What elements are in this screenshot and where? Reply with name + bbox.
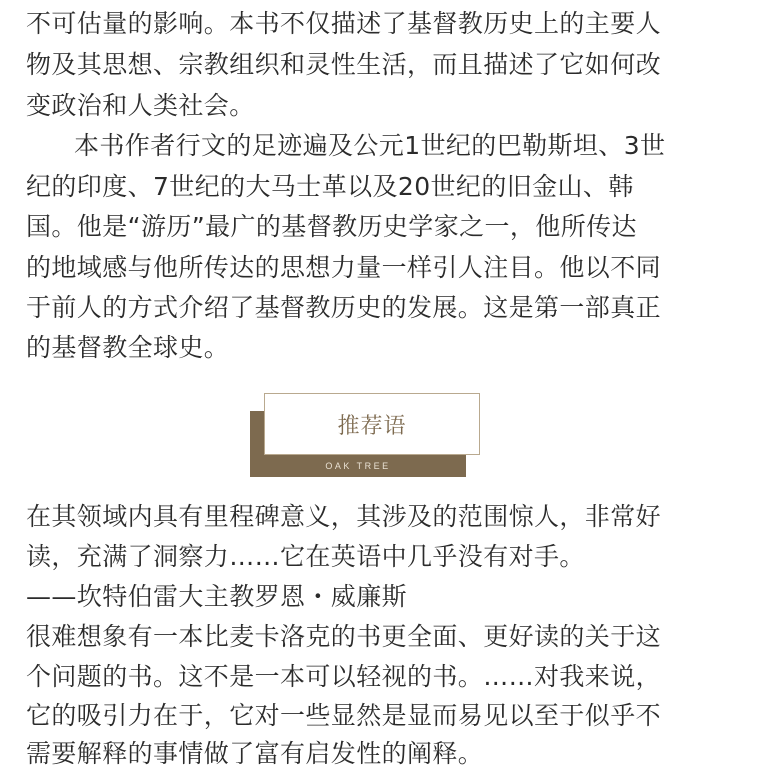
text-line: 国。他是“游历”最广的基督教历史学家之一，他所传达 <box>26 212 637 241</box>
text-line: 很难想象有一本比麦卡洛克的书更全面、更好读的关于这 <box>26 622 662 651</box>
text-line: 的基督教全球史。 <box>26 333 230 362</box>
text-line: 纪的印度、7世纪的大马士革以及20世纪的旧金山、韩 <box>26 172 634 201</box>
text-line: 本书作者行文的足迹遍及公元1世纪的巴勒斯坦、3世 <box>74 131 666 160</box>
section-heading-badge <box>250 393 482 477</box>
section-heading-subtitle: OAK TREE <box>325 461 391 471</box>
text-line: 在其领域内具有里程碑意义，其涉及的范围惊人，非常好 <box>26 502 662 531</box>
text-line: 它的吸引力在于，它对一些显然是显而易见以至于似乎不 <box>26 701 662 730</box>
badge-title-box <box>264 393 480 455</box>
text-line: 不可估量的影响。本书不仅描述了基督教历史上的主要人 <box>26 9 662 38</box>
section-heading-title: 推荐语 <box>337 413 407 439</box>
text-line: 变政治和人类社会。 <box>26 91 255 120</box>
text-line: 需要解释的事情做了富有启发性的阐释。 <box>26 739 484 768</box>
text-line: 的地域感与他所传达的思想力量一样引人注目。他以不同 <box>26 253 662 282</box>
text-line: 于前人的方式介绍了基督教历史的发展。这是第一部真正 <box>26 293 662 322</box>
text-line: 读，充满了洞察力……它在英语中几乎没有对手。 <box>26 542 585 571</box>
text-line: 个问题的书。这不是一本可以轻视的书。……对我来说， <box>26 662 662 691</box>
quote-attribution: ——坎特伯雷大主教罗恩・威廉斯 <box>26 582 408 611</box>
text-line: 物及其思想、宗教组织和灵性生活，而且描述了它如何改 <box>26 50 662 79</box>
